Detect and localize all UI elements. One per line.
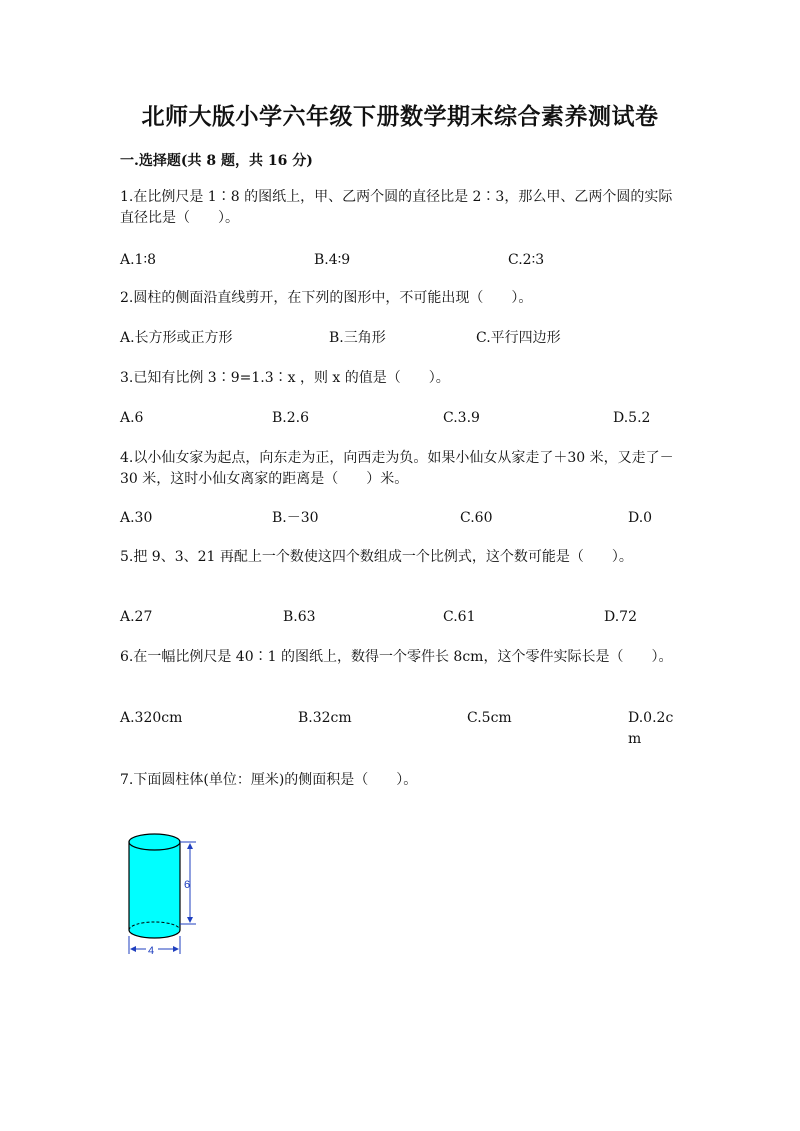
question-5: 5.把 9、3、21 再配上一个数使这四个数组成一个比例式，这个数可能是（ ）。 (120, 549, 633, 565)
q5-option-a: A.27 (120, 609, 153, 625)
question-1: 1.在比例尺是 1∶8 的图纸上，甲、乙两个圆的直径比是 2∶3，那么甲、乙两个圆的实际直径比是（ ）。 (120, 189, 673, 226)
q6-option-b: B.32cm (298, 710, 352, 726)
question-7: 7.下面圆柱体(单位：厘米)的侧面积是（ ）。 (120, 772, 418, 788)
q6-option-a: A.320cm (120, 710, 183, 726)
section-heading: 一.选择题(共 8 题，共 16 分) (120, 153, 313, 169)
q3-option-b: B.2.6 (272, 410, 310, 426)
q3-option-a: A.6 (120, 410, 144, 426)
question-2: 2.圆柱的侧面沿直线剪开，在下列的图形中，不可能出现（ ）。 (120, 290, 533, 306)
question-4: 4.以小仙女家为起点，向东走为正，向西走为负。如果小仙女从家走了＋30 米，又走了－30 米，这时小仙女离家的距离是（ ）米。 (120, 450, 674, 487)
q6-option-c: C.5cm (467, 710, 512, 726)
q4-option-b: B.－30 (272, 510, 319, 526)
q1-option-b: B.4∶9 (314, 252, 351, 268)
q1-option-a: A.1∶8 (120, 252, 157, 268)
q3-option-c: C.3.9 (443, 410, 480, 426)
q5-option-c: C.61 (443, 609, 476, 625)
q1-option-c: C.2∶3 (508, 252, 545, 268)
q2-option-c: C.平行四边形 (476, 330, 561, 346)
q5-option-d: D.72 (604, 609, 637, 625)
question-3: 3.已知有比例 3∶9=1.3∶x ，则 x 的值是（ ）。 (120, 370, 450, 386)
diameter-label: 4 (148, 945, 155, 957)
page-title: 北师大版小学六年级下册数学期末综合素养测试卷 (141, 103, 659, 130)
q5-option-b: B.63 (283, 609, 316, 625)
cylinder-body (129, 834, 180, 938)
question-6: 6.在一幅比例尺是 40∶1 的图纸上，数得一个零件长 8cm，这个零件实际长是（ ）。 (120, 649, 673, 665)
cylinder-figure (118, 820, 228, 960)
q2-option-b: B.三角形 (329, 330, 386, 346)
q2-option-a: A.长方形或正方形 (120, 330, 233, 346)
q4-option-c: C.60 (460, 510, 493, 526)
q4-option-a: A.30 (120, 510, 153, 526)
q4-option-d: D.0 (628, 510, 653, 526)
q3-option-d: D.5.2 (613, 410, 651, 426)
height-label: 6 (184, 879, 191, 891)
q6-option-d: D.0.2cm (628, 710, 674, 747)
